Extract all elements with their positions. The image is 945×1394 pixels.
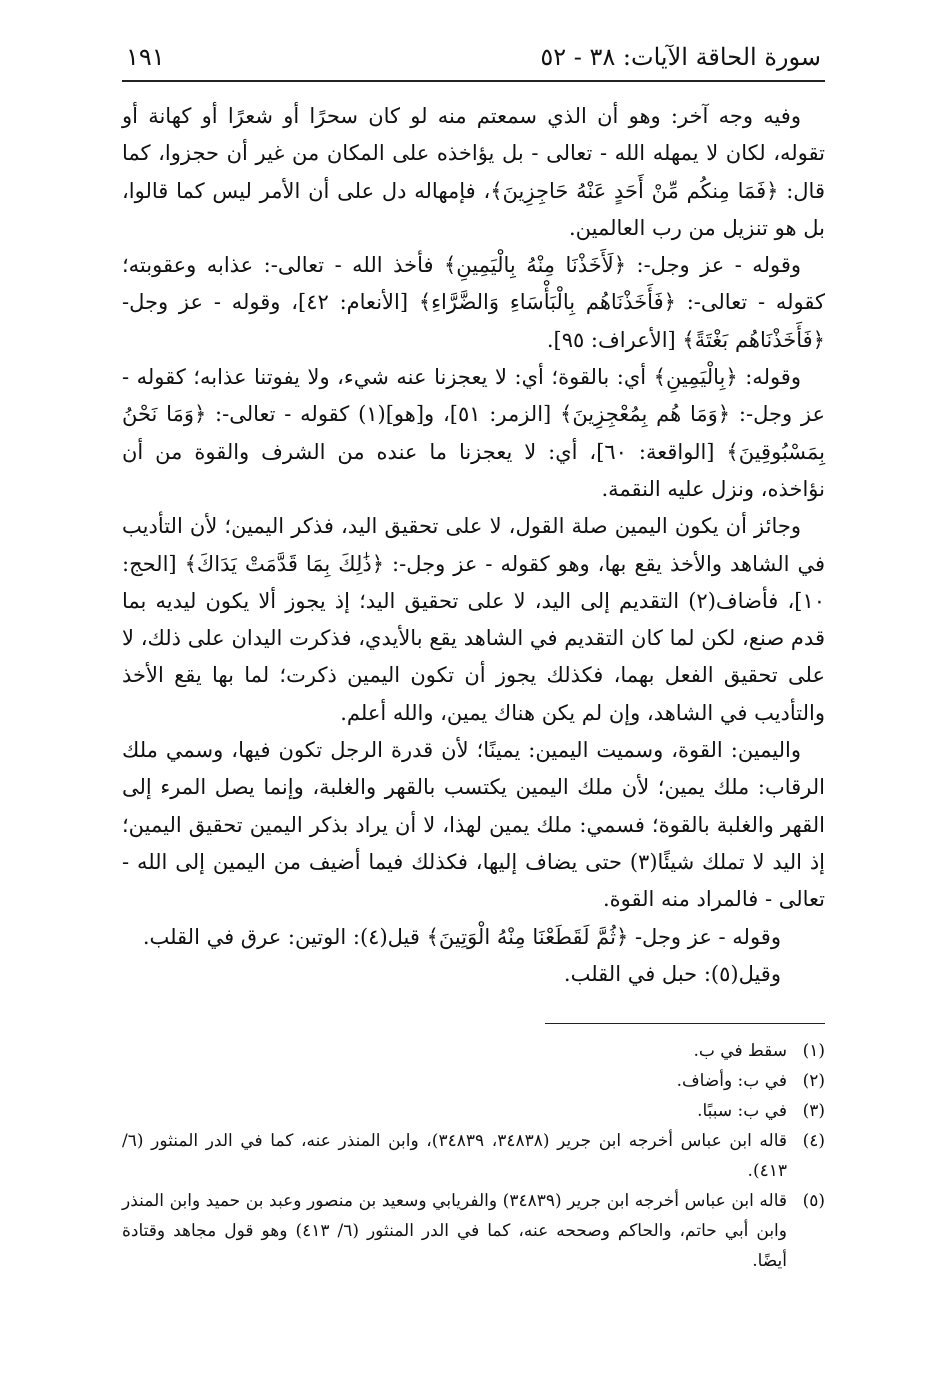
page-number: ١٩١ [126, 43, 165, 71]
paragraph: وقوله - عز وجل-: ﴿لَأَخَذْنَا مِنْهُ بِالْيَمِينِ﴾ فأخذ الله - تعالى-: عذابه وعقوبته؛ كقوله - تعالى-: ﴿فَأَخَذْنَاهُم بِالْبَأْسَاءِ وَالضَّرَّاءِ﴾ [الأنعام: ٤٢]، وقوله - عز وجل- ﴿فَأَخَذْنَاهُم بَغْتَةً﴾ [الأعراف: ٩٥]. [122, 253, 825, 352]
running-title: سورة الحاقة الآيات: ٣٨ - ٥٢ [540, 43, 821, 71]
footnote-text: قاله ابن عباس أخرجه ابن جرير (٣٤٨٣٩) والفريابي وسعيد بن منصور وعبد بن حميد وابن المنذر وابن أبي حاتم، والحاكم وصححه عنه، كما في الدر المنثور (٦/ ٤١٣) وهو قول مجاهد وقتادة أيضًا. [122, 1191, 787, 1272]
footnote-text: في ب: وأضاف. [676, 1071, 787, 1092]
footnote [122, 1066, 825, 1096]
footnotes [122, 1036, 825, 1276]
paragraph: وقيل(٥): حبل في القلب. [563, 961, 781, 986]
footnote-number: (٣) [802, 1101, 825, 1122]
footnote [122, 1186, 825, 1276]
page-header [122, 40, 825, 82]
footnote-text: سقط في ب. [693, 1041, 787, 1062]
paragraph: وقوله - عز وجل- ﴿ثُمَّ لَقَطَعْنَا مِنْهُ الْوَتِينَ﴾ قيل(٤): الوتين: عرق في القلب. [142, 924, 781, 949]
footnote-text: قاله ابن عباس أخرجه ابن جرير (٣٤٨٣٨، ٣٤٨٣٩)، وابن المنذر عنه، كما في الدر المنثور (٦/ ٤١٣). [122, 1131, 788, 1182]
footnote-number: (٤) [802, 1131, 825, 1152]
paragraph: واليمين: القوة، وسميت اليمين: يمينًا؛ لأن قدرة الرجل تكون فيها، وسمي ملك الرقاب: ملك يمين؛ لأن ملك اليمين يكتسب بالقهر والغلبة، وإنما يصل المرء إلى القهر والغلبة بالقوة؛ فسمي: ملك يمين لهذا، لا أن يراد بذكر اليمين تحقيق اليمين؛ إذ اليد لا تملك شيئًا(٣) حتى يضاف إليها، فكذلك فيما أضيف من اليمين إلى الله - تعالى - فالمراد منه القوة. [122, 738, 826, 912]
main-text [122, 98, 825, 993]
footnote [122, 1036, 825, 1066]
paragraph: وقوله: ﴿بِالْيَمِينِ﴾ أي: بالقوة؛ أي: لا يعجزنا عنه شيء، ولا يفوتنا عذابه؛ كقوله - عز وجل-: ﴿وَمَا هُم بِمُعْجِزِينَ﴾ [الزمر: ٥١]، و[هو](١) كقوله - تعالى-: ﴿وَمَا نَحْنُ بِمَسْبُوقِينَ﴾ [الواقعة: ٦٠]، أي: لا يعجزنا ما عنده من الشرف والقوة من أن نؤاخذه، ونزل عليه النقمة. [122, 365, 825, 501]
footnote-divider [545, 1023, 825, 1024]
footnote-number: (٥) [802, 1191, 825, 1212]
footnote-number: (١) [802, 1041, 825, 1062]
footnote-text: في ب: سببًا. [697, 1101, 787, 1122]
footnote [122, 1096, 825, 1126]
footnote [122, 1126, 825, 1186]
paragraph: وفيه وجه آخر: وهو أن الذي سمعتم منه لو كان سحرًا أو شعرًا أو كهانة أو تقوله، لكان لا يمهله الله - تعالى - بل يؤاخذه على المكان من غير أن حجزوا، كما قال: ﴿فَمَا مِنكُم مِّنْ أَحَدٍ عَنْهُ حَاجِزِينَ﴾، فإمهاله دل على أن الأمر ليس كما قالوا، بل هو تنزيل من رب العالمين. [122, 104, 825, 240]
paragraph: وجائز أن يكون اليمين صلة القول، لا على تحقيق اليد، فذكر اليمين؛ لأن التأديب في الشاهد والأخذ يقع بها، وهو كقوله - عز وجل-: ﴿ذَٰلِكَ بِمَا قَدَّمَتْ يَدَاكَ﴾ [الحج: ١٠]، فأضاف(٢) التقديم إلى اليد، لا على تحقيق اليد؛ إذ يجوز ألا يكون ليديه بما قدم صنع، لكن لما كان التقديم في الشاهد يقع بالأيدي، فذكرت اليدان على ذلك، لا على تحقيق الفعل بهما، فكذلك يجوز أن تكون اليمين ذكرت؛ لما بها يقع الأخذ والتأديب في الشاهد، وإن لم يكن هناك يمين، والله أعلم. [122, 514, 825, 725]
footnote-number: (٢) [802, 1071, 825, 1092]
